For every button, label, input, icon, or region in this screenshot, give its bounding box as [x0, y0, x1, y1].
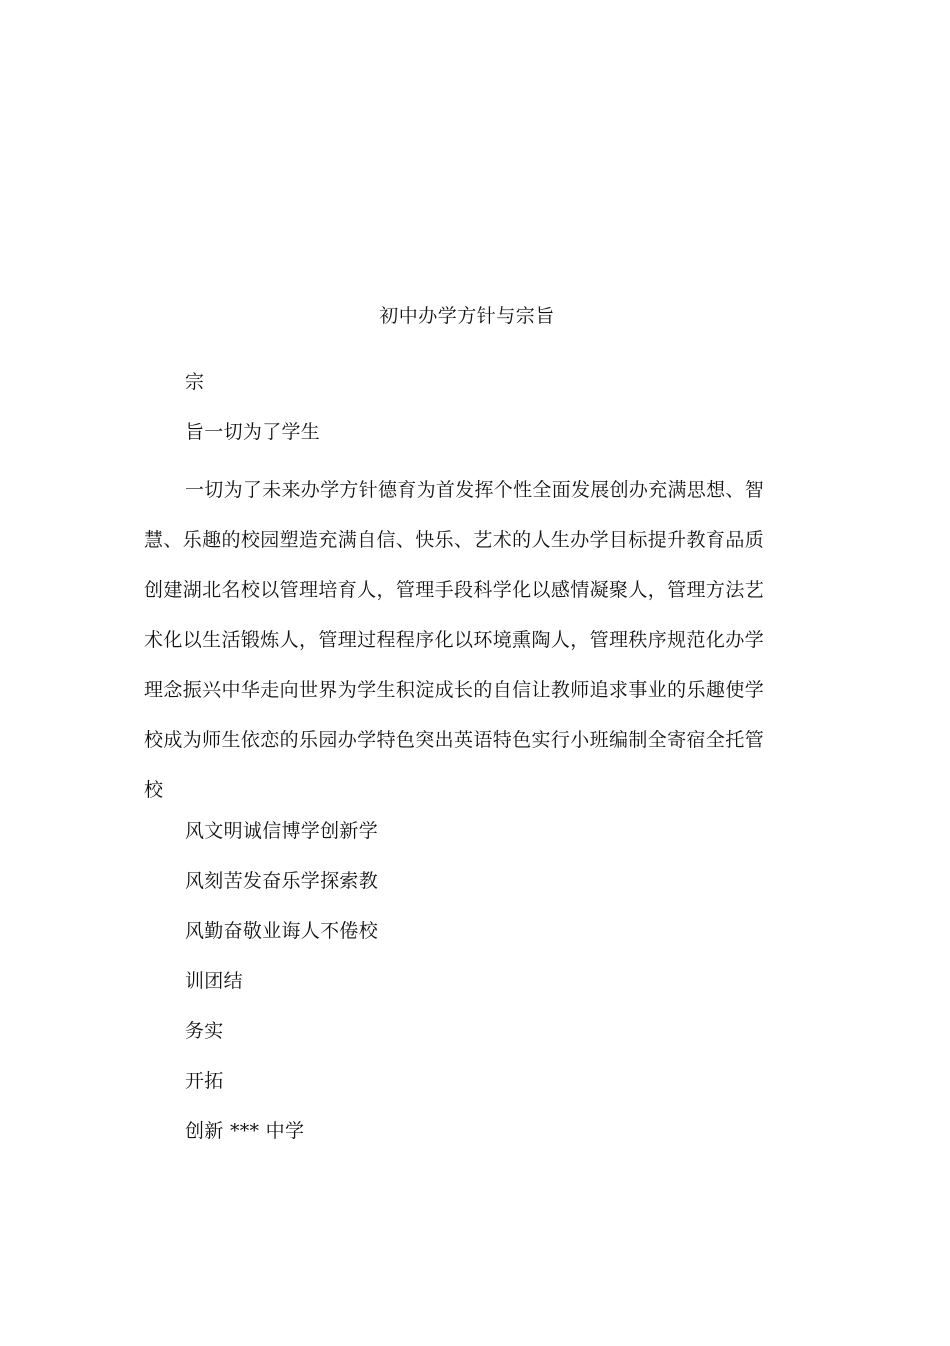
- text-line-zong: 宗: [185, 371, 205, 393]
- text-line-xuefeng: 风文明诚信博学创新学: [185, 820, 379, 842]
- text-line-xun: 训团结: [185, 970, 243, 992]
- document-title: 初中办学方针与宗旨: [379, 305, 555, 327]
- text-line-kaituo: 开拓: [185, 1070, 224, 1092]
- body-paragraph: 一切为了未来办学方针德育为首发挥个性全面发展创办充满思想、智慧、乐趣的校园塑造充满自信、快乐、艺术的人生办学目标提升教育品质创建湖北名校以管理培育人，管理手段科学化以感情凝聚人，管理方法艺术化以生活锻炼人，管理过程程序化以环境熏陶人，管理秩序规范化办学理念振兴中华走向世界为学生积淀成长的自信让教师追求事业的乐趣使学校成为师生依恋的乐园办学特色突出英语特色实行小班编制全寄宿全托管校: [144, 479, 765, 801]
- text-line-xiaofeng: 风勤奋敬业诲人不倦校: [185, 920, 379, 942]
- text-line-wushi: 务实: [185, 1020, 224, 1042]
- text-line-zhi: 旨一切为了学生: [185, 421, 321, 443]
- text-line-chuangxin: 创新 *** 中学: [185, 1120, 305, 1142]
- text-line-jiaofeng: 风刻苦发奋乐学探索教: [185, 870, 379, 892]
